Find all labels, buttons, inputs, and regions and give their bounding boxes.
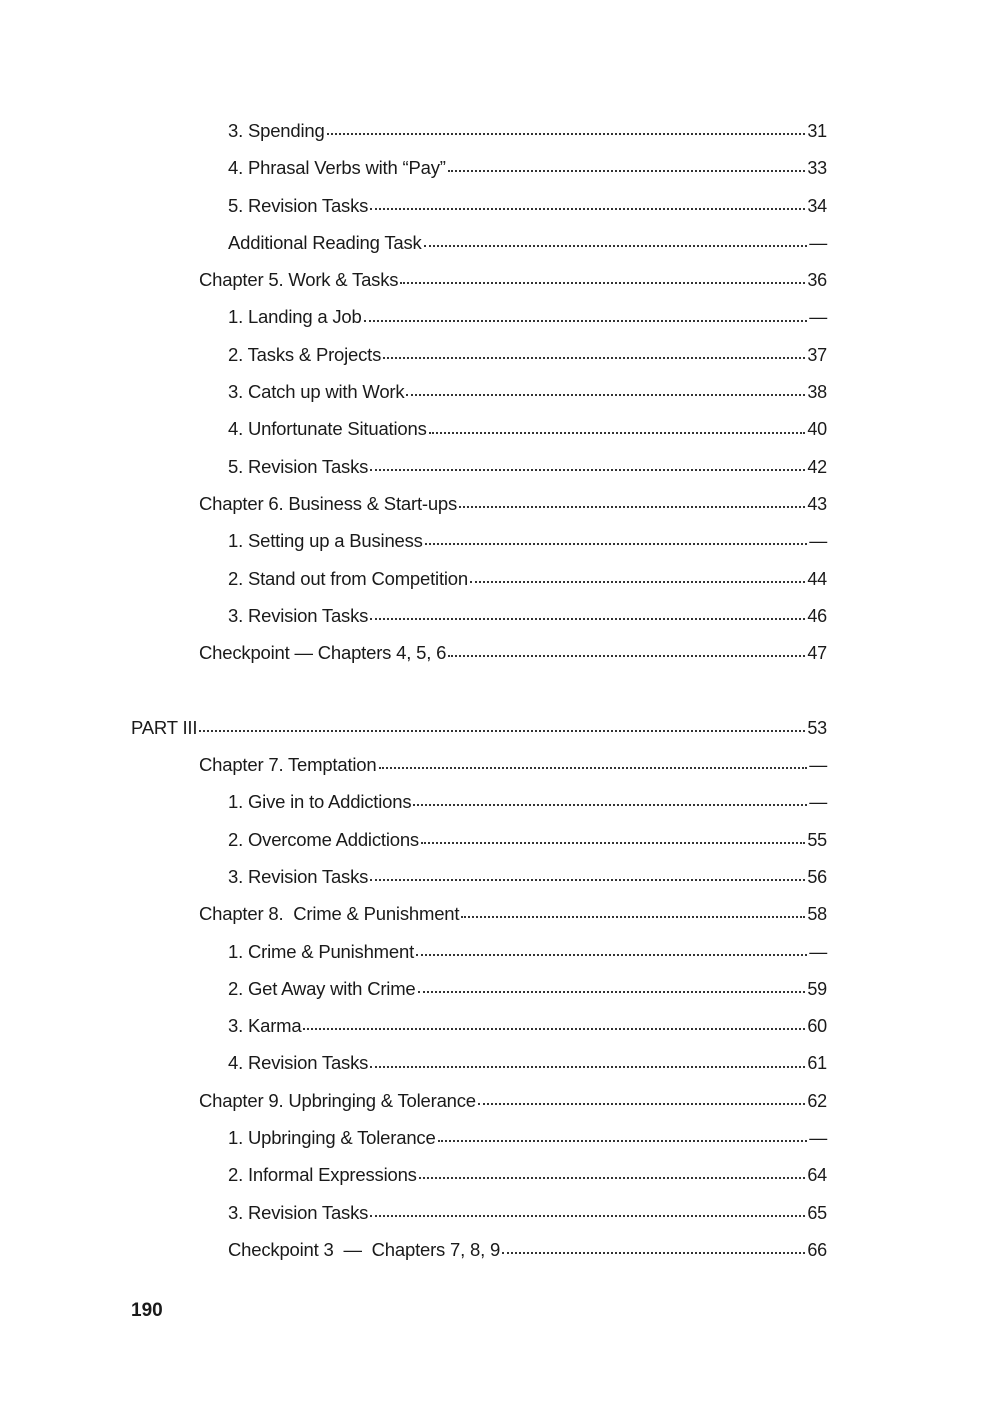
toc-entry-page: 34 [807,195,827,216]
toc-entry-page: — [809,232,827,253]
toc-entry-page: 53 [807,717,827,738]
toc-entry-title: 3. Revision Tasks [228,1201,369,1223]
toc-section-entry[interactable] [0,1119,1000,1156]
toc-chapter-entry[interactable] [0,261,1000,298]
toc-spacer [0,671,1000,708]
dot-leader [370,468,805,471]
toc-entry-title: 2. Get Away with Crime [228,977,416,999]
dot-leader [327,132,806,135]
toc-entry-title: 1. Setting up a Business [228,530,423,552]
toc-entry-page: 65 [807,1202,827,1223]
toc-section-entry[interactable] [0,373,1000,410]
toc-entry-page: 36 [807,270,827,291]
toc-entry-page: 44 [807,568,827,589]
toc-chapter-entry[interactable] [0,485,1000,522]
dot-leader [461,915,805,918]
toc-entry-title: 2. Tasks & Projects [228,343,382,365]
toc-entry-title: 3. Catch up with Work [228,381,405,403]
toc-entry-title: 5. Revision Tasks [228,455,369,477]
toc-section-entry[interactable] [0,448,1000,485]
toc-entry-title: 4. Phrasal Verbs with “Pay” [228,157,446,179]
toc-section-entry[interactable] [0,1156,1000,1193]
toc-entry-page: — [809,531,827,552]
dot-leader [370,617,805,620]
toc-section-entry[interactable] [0,224,1000,261]
toc-entry-title: 3. Revision Tasks [228,604,369,626]
dot-leader [448,169,806,172]
table-of-contents [0,112,1000,1268]
dot-leader [424,244,808,247]
toc-section-entry[interactable] [0,112,1000,149]
toc-section-entry[interactable] [0,410,1000,447]
toc-entry-title: 1. Give in to Addictions [228,791,412,813]
toc-entry-page: 58 [807,904,827,925]
toc-chapter-entry[interactable] [0,634,1000,671]
toc-entry-title: 1. Landing a Job [228,306,362,328]
toc-entry-page: 62 [807,1090,827,1111]
toc-entry-title: Chapter 5. Work & Tasks [199,269,399,291]
dot-leader [199,729,805,732]
toc-entry-title: Chapter 6. Business & Start-ups [199,492,458,514]
toc-entry-title: Checkpoint 3 — Chapters 7, 8, 9 [228,1238,501,1260]
toc-entry-page: 43 [807,493,827,514]
toc-section-entry[interactable] [0,1194,1000,1231]
toc-section-entry[interactable] [0,336,1000,373]
toc-entry-page: 33 [807,158,827,179]
toc-entry-title: Additional Reading Task [228,231,422,253]
toc-entry-page: 31 [807,121,827,141]
toc-chapter-entry[interactable] [0,1082,1000,1119]
toc-entry-title: 4. Unfortunate Situations [228,418,427,440]
toc-chapter-entry[interactable] [0,746,1000,783]
toc-entry-page: 46 [807,605,827,626]
dot-leader [470,580,805,583]
dot-leader [502,1251,805,1254]
toc-entry-title: 2. Informal Expressions [228,1164,417,1186]
dot-leader [370,878,805,881]
dot-leader [416,953,807,956]
toc-entry-page: 56 [807,866,827,887]
toc-entry-title: 1. Upbringing & Tolerance [228,1127,436,1149]
toc-section-entry[interactable] [0,1007,1000,1044]
toc-entry-page: 64 [807,1165,827,1186]
toc-entry-title: PART III [131,716,198,738]
toc-entry-title: 4. Revision Tasks [228,1052,369,1074]
toc-entry-title: 3. Spending [228,120,325,141]
toc-entry-page: 61 [807,1053,827,1074]
toc-section-entry[interactable] [0,970,1000,1007]
toc-section-entry[interactable] [0,187,1000,224]
toc-section-entry[interactable] [0,783,1000,820]
dot-leader [379,766,808,769]
toc-entry-page: 55 [807,829,827,850]
toc-chapter-entry[interactable] [0,895,1000,932]
toc-entry-page: — [809,792,827,813]
dot-leader [370,1065,805,1068]
toc-entry-page: 47 [807,643,827,664]
toc-section-entry[interactable] [0,597,1000,634]
toc-entry-page: 60 [807,1016,827,1037]
toc-entry-page: — [809,941,827,962]
toc-entry-page: — [809,755,827,776]
toc-entry-title: Chapter 7. Temptation [199,754,377,776]
dot-leader [419,1176,806,1179]
dot-leader [406,393,805,396]
toc-entry-page: 59 [807,978,827,999]
toc-section-entry[interactable] [0,1231,1000,1268]
dot-leader [400,281,805,284]
toc-entry-page: 66 [807,1239,827,1260]
toc-section-entry[interactable] [0,821,1000,858]
dot-leader [478,1102,805,1105]
toc-entry-title: 2. Overcome Addictions [228,828,419,850]
toc-section-entry[interactable] [0,560,1000,597]
dot-leader [425,542,807,545]
toc-entry-page: 37 [807,344,827,365]
dot-leader [421,841,805,844]
toc-section-entry[interactable] [0,1044,1000,1081]
toc-entry-title: Chapter 8. Crime & Punishment [199,903,460,925]
dot-leader [370,1214,805,1217]
toc-entry-page: 38 [807,382,827,403]
toc-entry-title: Checkpoint — Chapters 4, 5, 6 [199,642,447,664]
page-number: 190 [131,1300,163,1321]
toc-entry-title: 3. Revision Tasks [228,865,369,887]
toc-section-entry[interactable] [0,298,1000,335]
toc-section-entry[interactable] [0,858,1000,895]
toc-entry-title: 1. Crime & Punishment [228,940,415,962]
dot-leader [438,1139,808,1142]
toc-entry-title: Chapter 9. Upbringing & Tolerance [199,1089,476,1111]
toc-entry-page: 40 [807,419,827,440]
dot-leader [303,1027,805,1030]
toc-section-entry[interactable] [0,522,1000,559]
toc-entry-page: 42 [807,456,827,477]
dot-leader [448,654,805,657]
dot-leader [418,990,806,993]
toc-entry-page: — [809,1128,827,1149]
dot-leader [413,803,807,806]
toc-entry-title: 2. Stand out from Competition [228,567,468,589]
toc-entry-title: 3. Karma [228,1015,302,1037]
dot-leader [364,319,808,322]
toc-section-entry[interactable] [0,149,1000,186]
dot-leader [370,207,805,210]
toc-entry-title: 5. Revision Tasks [228,194,369,216]
toc-entry-page: — [809,307,827,328]
dot-leader [429,431,806,434]
toc-section-entry[interactable] [0,933,1000,970]
dot-leader [383,356,805,359]
dot-leader [459,505,805,508]
toc-part-entry[interactable] [0,709,1000,746]
